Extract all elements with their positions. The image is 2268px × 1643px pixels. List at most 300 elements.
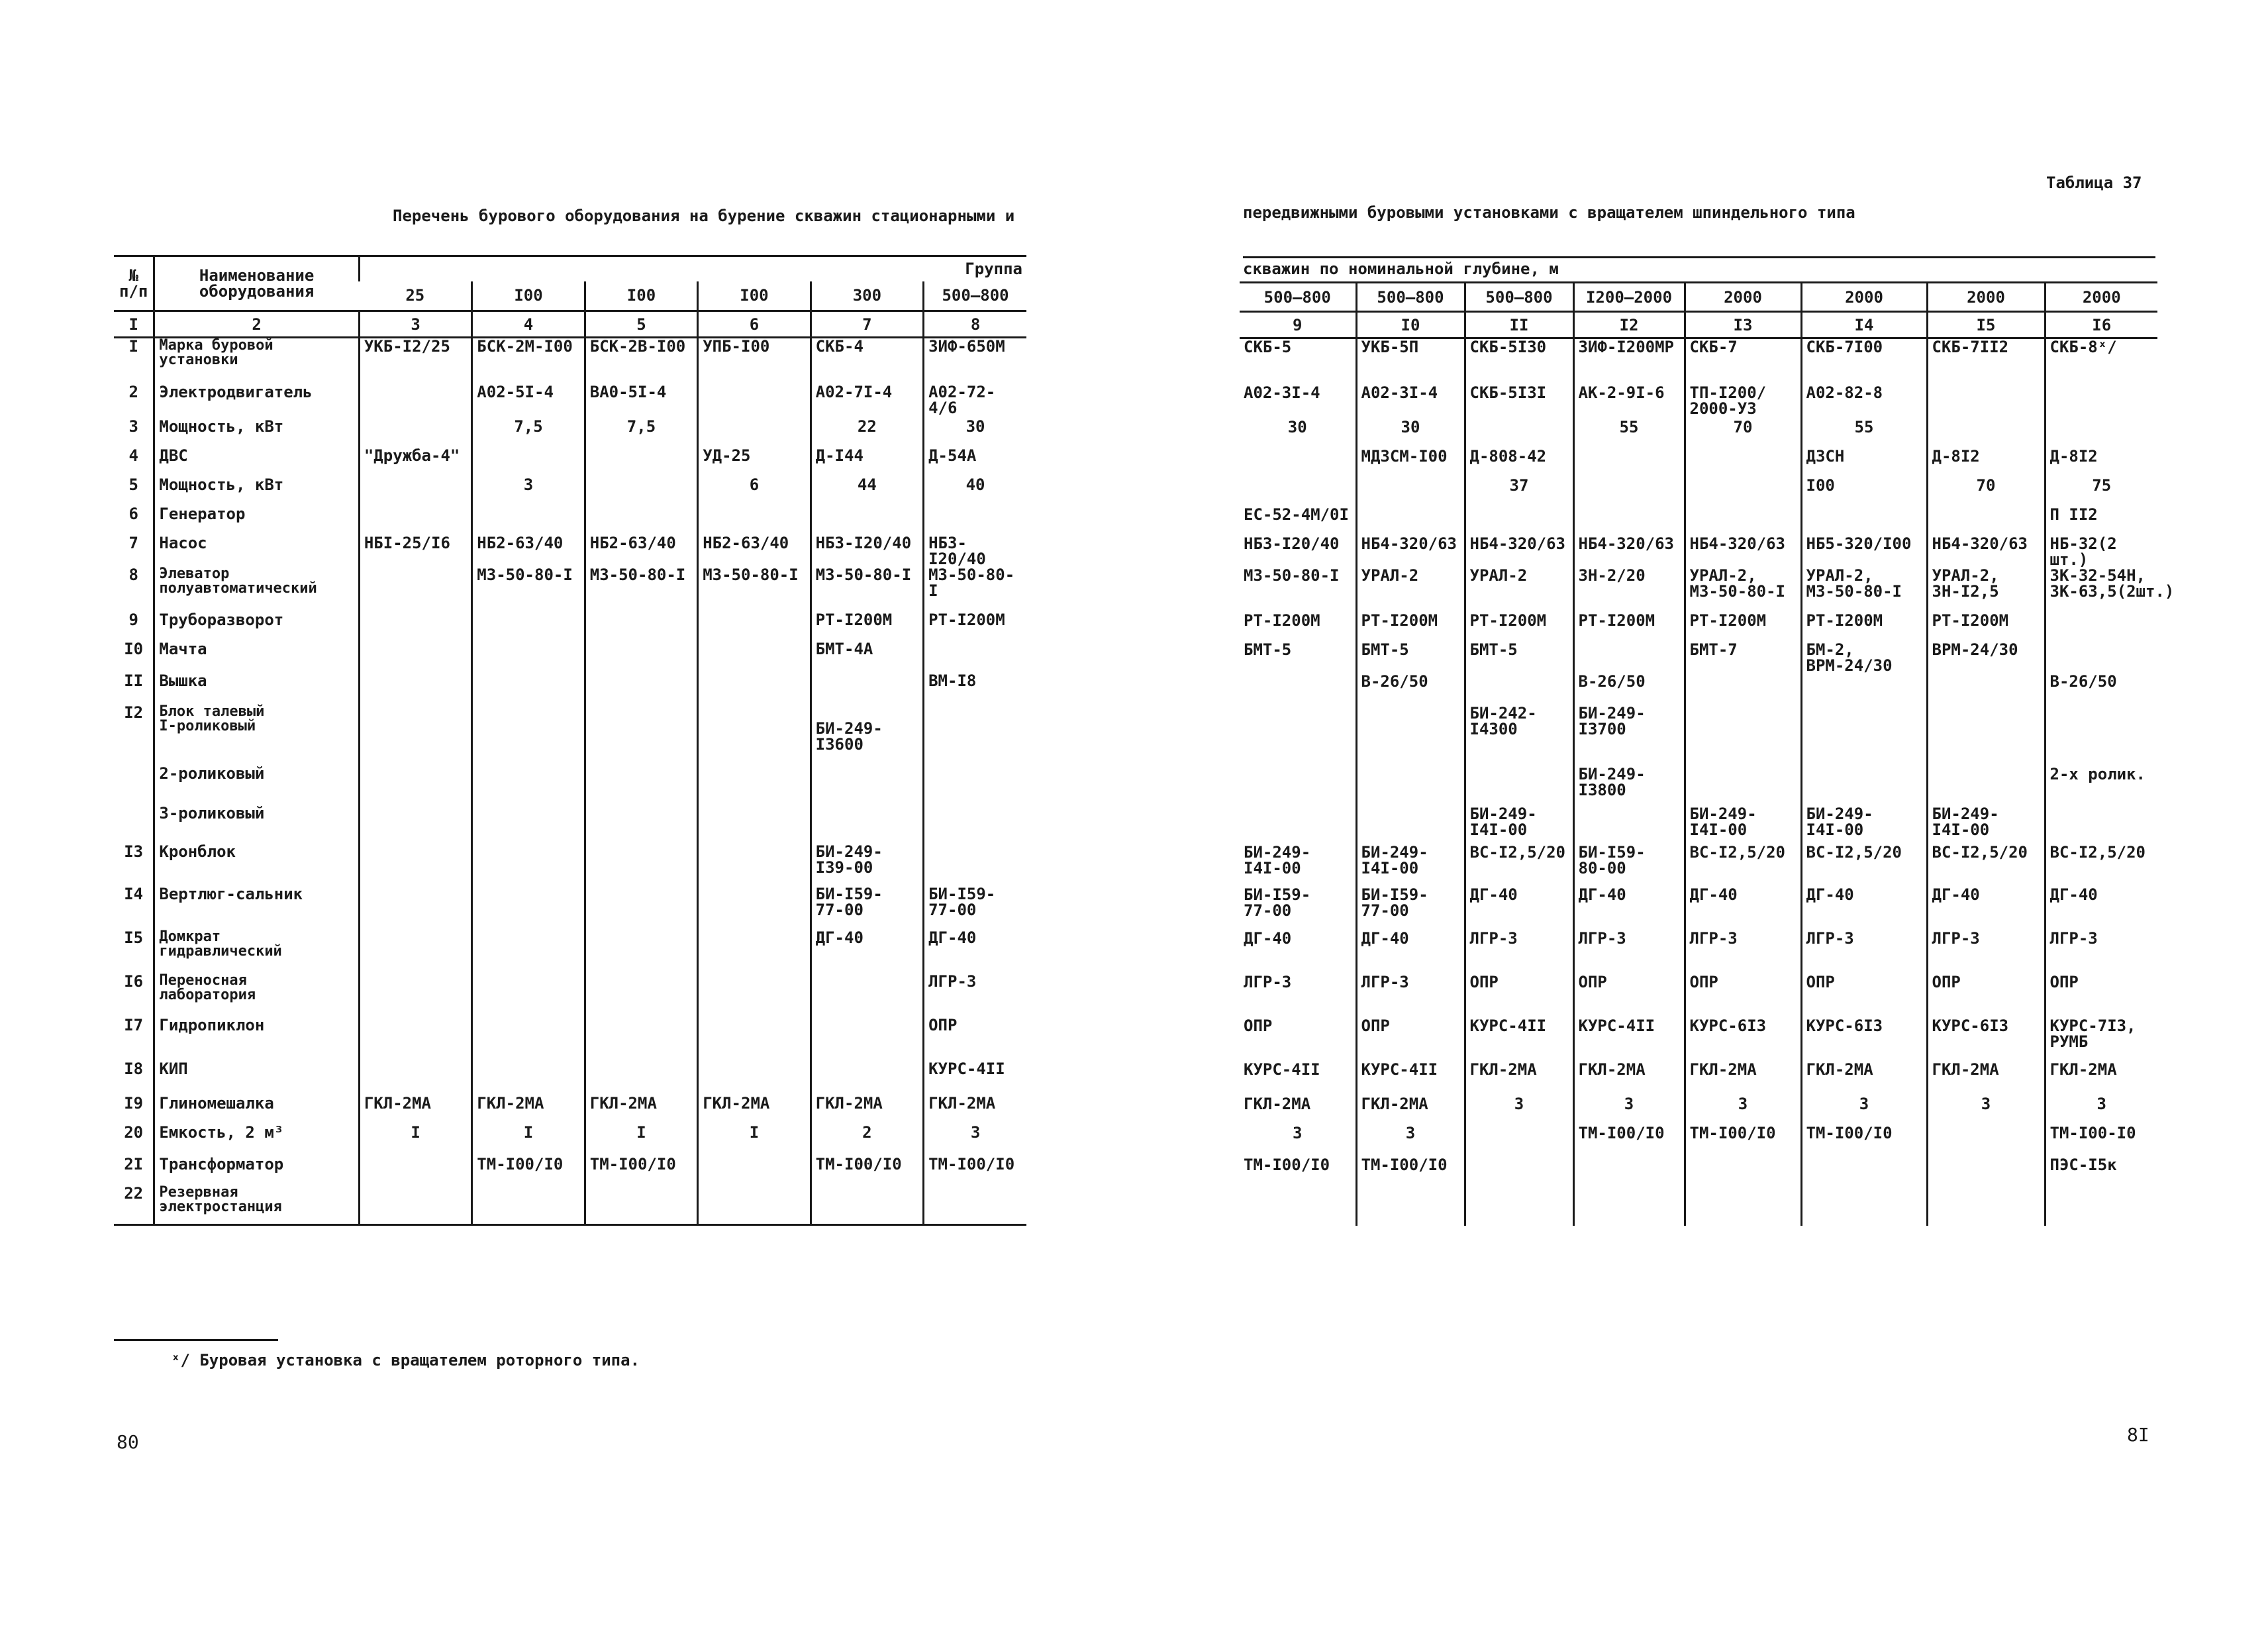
depth-cell: 2000 — [2045, 283, 2157, 312]
equipment-name-cell: Гидропиклон — [154, 1017, 359, 1061]
value-cell — [1927, 419, 2045, 448]
value-cell — [924, 506, 1026, 535]
right-equipment-table — [1240, 281, 2175, 1226]
table-row — [1240, 1062, 2157, 1096]
table-row — [1240, 568, 2157, 613]
table-row — [1240, 930, 2157, 974]
table-row — [114, 1017, 1026, 1061]
value-cell — [1573, 642, 1685, 673]
value-cell: БМТ-5 — [1356, 642, 1465, 673]
value-cell — [811, 673, 923, 705]
equipment-name-cell: Переносная лаборатория — [154, 973, 359, 1017]
value-cell: 70 — [1927, 477, 2045, 507]
group-header: Группа — [359, 256, 1026, 281]
value-cell: 3 — [1293, 1123, 1303, 1142]
value-cell: СКБ-7II2 — [1927, 338, 2045, 385]
row-number-cell: I5 — [124, 928, 144, 947]
value-cell — [585, 1061, 697, 1095]
value-cell — [472, 641, 585, 673]
value-cell: БИ-249- I4I-00 — [1465, 806, 1573, 844]
value-cell — [1240, 806, 1356, 844]
value-cell: РТ-I200М — [1465, 613, 1573, 642]
equipment-name-cell: Труборазворот — [154, 612, 359, 641]
value-cell: ДГ-40 — [1465, 887, 1573, 930]
value-cell: Д-I44 — [811, 448, 923, 477]
value-cell — [359, 567, 471, 612]
value-cell — [924, 705, 1026, 766]
table-row — [114, 612, 1026, 641]
value-cell: ДГ-40 — [1573, 887, 1685, 930]
column-number-cell: I4 — [1801, 312, 1927, 338]
value-cell — [359, 641, 471, 673]
value-cell: I — [359, 1124, 471, 1156]
value-cell — [585, 673, 697, 705]
value-cell — [472, 930, 585, 973]
value-cell: А02-5I-4 — [472, 384, 585, 419]
value-cell: 2-х ролик. — [2045, 766, 2157, 806]
value-cell — [1801, 705, 1927, 766]
row-number-cell: 8 — [128, 565, 138, 584]
value-cell — [359, 844, 471, 886]
value-cell: БИ-I59- 77-00 — [811, 886, 923, 930]
value-cell: НБ4-320/63 — [1356, 536, 1465, 568]
table-row — [114, 1185, 1026, 1225]
value-cell — [472, 705, 585, 766]
value-cell — [1240, 448, 1356, 477]
value-cell: БИ-249- I4I-00 — [1801, 806, 1927, 844]
row-number-cell: I3 — [124, 842, 144, 861]
row-number-cell: 5 — [128, 475, 138, 494]
value-cell: НБI-25/I6 — [359, 535, 471, 567]
column-number-cell: I5 — [1927, 312, 2045, 338]
value-cell: ДГ-40 — [811, 930, 923, 973]
value-cell — [585, 641, 697, 673]
column-number-cell: I0 — [1356, 312, 1465, 338]
value-cell: ЕС-52-4М/0I — [1244, 505, 1349, 524]
value-cell — [472, 886, 585, 930]
value-cell: 6 — [698, 477, 811, 506]
value-cell — [811, 805, 923, 844]
equipment-name-cell: Электродвигатель — [154, 384, 359, 419]
value-cell — [585, 477, 697, 506]
column-number-cell: II — [1465, 312, 1573, 338]
value-cell: 40 — [924, 477, 1026, 506]
value-cell — [1927, 1125, 2045, 1157]
value-cell: ТМ-I00/I0 — [1244, 1155, 1330, 1174]
table-row — [1240, 887, 2157, 930]
value-cell: РТ-I200М — [924, 612, 1026, 641]
value-cell: 55 — [1801, 419, 1927, 448]
value-cell: ЗН-2/20 — [1573, 568, 1685, 613]
table-row — [114, 1095, 1026, 1124]
group-depth-cell: 25 — [405, 286, 425, 305]
value-cell — [1465, 1157, 1573, 1186]
value-cell — [1685, 448, 1801, 477]
value-cell — [359, 886, 471, 930]
value-cell — [1927, 673, 2045, 705]
equipment-name-cell: Резервная электростанция — [154, 1185, 359, 1225]
value-cell — [359, 766, 471, 805]
table-row — [1240, 766, 2157, 806]
value-cell — [585, 805, 697, 844]
table-row — [1240, 1125, 2157, 1157]
value-cell: ЛГР-3 — [1927, 930, 2045, 974]
value-cell — [1356, 1186, 1465, 1226]
value-cell: УПБ-I00 — [698, 338, 811, 384]
value-cell: ГКЛ-2МА — [1801, 1062, 1927, 1096]
table-row — [114, 886, 1026, 930]
value-cell — [1573, 1186, 1685, 1226]
value-cell: ДГ-40 — [1801, 887, 1927, 930]
value-cell: 44 — [811, 477, 923, 506]
column-number-cell: 5 — [585, 311, 697, 338]
table-row — [1240, 613, 2157, 642]
value-cell: I — [472, 1124, 585, 1156]
value-cell — [1685, 1157, 1801, 1186]
value-cell: 30 — [1287, 417, 1307, 436]
value-cell: БИ-I59- 77-00 — [924, 886, 1026, 930]
value-cell: ОПР — [1356, 1018, 1465, 1062]
value-cell — [1240, 477, 1356, 507]
value-cell — [472, 506, 585, 535]
value-cell: ТМ-I00/I0 — [811, 1156, 923, 1185]
table-row — [114, 766, 1026, 805]
value-cell: ДГ-40 — [1685, 887, 1801, 930]
value-cell: ГКЛ-2МА — [1927, 1062, 2045, 1096]
value-cell — [359, 1061, 471, 1095]
table-row — [114, 535, 1026, 567]
value-cell — [1685, 705, 1801, 766]
table-row — [114, 641, 1026, 673]
value-cell: ОПР — [1927, 974, 2045, 1018]
equipment-name-cell: ДВС — [154, 448, 359, 477]
page-number-right: 8I — [2127, 1424, 2149, 1446]
value-cell — [2045, 613, 2157, 642]
value-cell: УРАЛ-2, МЗ-50-80-I — [1685, 568, 1801, 613]
row-number-cell: I — [128, 337, 138, 356]
value-cell: I — [698, 1124, 811, 1156]
value-cell — [472, 844, 585, 886]
value-cell: ОПР — [1801, 974, 1927, 1018]
column-number-cell: 3 — [359, 311, 471, 338]
footnote: ˣ/ Буровая установка с вращателем роторного типа. — [171, 1351, 640, 1369]
value-cell: БМТ-5 — [1465, 642, 1573, 673]
value-cell — [1927, 507, 2045, 536]
value-cell: РТ-I200М — [811, 612, 923, 641]
column-number-cell: I6 — [2045, 312, 2157, 338]
value-cell: ГКЛ-2МА — [359, 1095, 471, 1124]
value-cell — [359, 1185, 471, 1225]
value-cell: 3 — [2045, 1096, 2157, 1125]
value-cell — [1356, 766, 1465, 806]
value-cell: ТМ-I00/I0 — [1573, 1125, 1685, 1157]
column-number-cell: I — [114, 311, 154, 338]
value-cell: СКБ-4 — [811, 338, 923, 384]
value-cell: 3 — [472, 477, 585, 506]
value-cell: ОПР — [1685, 974, 1801, 1018]
table-row — [1240, 673, 2157, 705]
value-cell: ЛГР-3 — [1573, 930, 1685, 974]
value-cell: ГКЛ-2МА — [472, 1095, 585, 1124]
value-cell — [472, 448, 585, 477]
value-cell — [698, 705, 811, 766]
value-cell — [811, 973, 923, 1017]
value-cell: ВРМ-24/30 — [1927, 642, 2045, 673]
value-cell — [924, 1185, 1026, 1225]
value-cell — [698, 641, 811, 673]
table-row — [114, 448, 1026, 477]
value-cell — [1356, 806, 1465, 844]
value-cell: РТ-I200М — [1573, 613, 1685, 642]
value-cell: БИ-I59- 77-00 — [1356, 887, 1465, 930]
row-number-cell — [114, 805, 154, 844]
value-cell — [698, 930, 811, 973]
table-row — [114, 1124, 1026, 1156]
group-depth-cell: I00 — [472, 281, 585, 311]
value-cell — [585, 844, 697, 886]
column-number-cell: 2 — [154, 311, 359, 338]
value-cell: ЛГР-3 — [1801, 930, 1927, 974]
value-cell — [811, 1061, 923, 1095]
value-cell: МЗ-50-80-I — [585, 567, 697, 612]
column-number-cell: 6 — [698, 311, 811, 338]
value-cell — [472, 973, 585, 1017]
value-cell — [1685, 1186, 1801, 1226]
value-cell — [811, 506, 923, 535]
depth-cell: 2000 — [1801, 283, 1927, 312]
value-cell: УД-25 — [698, 448, 811, 477]
value-cell — [698, 673, 811, 705]
value-cell — [698, 886, 811, 930]
table-row — [1240, 536, 2157, 568]
value-cell: СКБ-8ˣ/ — [2045, 338, 2157, 385]
row-number-cell: 22 — [114, 1185, 154, 1225]
value-cell: СКБ-7I00 — [1801, 338, 1927, 385]
value-cell — [1927, 766, 2045, 806]
value-cell — [359, 506, 471, 535]
value-cell: ОПР — [924, 1017, 1026, 1061]
footnote-rule — [114, 1339, 278, 1341]
value-cell — [2045, 419, 2157, 448]
group-depth-cell: I00 — [585, 281, 697, 311]
value-cell — [698, 1061, 811, 1095]
equipment-name-cell: Мощность, кВт — [154, 419, 359, 448]
value-cell: БСК-2В-I00 — [585, 338, 697, 384]
value-cell — [585, 973, 697, 1017]
value-cell — [1465, 673, 1573, 705]
value-cell — [2045, 806, 2157, 844]
value-cell: БИ-242- I4300 — [1465, 705, 1573, 766]
value-cell: МЗ-50-80-I — [472, 567, 585, 612]
value-cell: ЗИФ-650М — [924, 338, 1026, 384]
value-cell: В-26/50 — [1573, 673, 1685, 705]
row-number-cell: I7 — [124, 1015, 144, 1034]
depth-cell: 500–800 — [1240, 283, 1356, 312]
row-number-cell: 2I — [124, 1154, 144, 1173]
value-cell — [472, 612, 585, 641]
value-cell: ДГ-40 — [1244, 928, 1292, 948]
equipment-name-cell: Блок талевый I-роликовый — [154, 705, 359, 766]
value-cell: КУРС-4II — [1465, 1018, 1573, 1062]
value-cell — [698, 419, 811, 448]
depth-cell: 2000 — [1685, 283, 1801, 312]
value-cell: ВС-I2,5/20 — [2045, 844, 2157, 887]
value-cell — [924, 641, 1026, 673]
table-row — [114, 477, 1026, 506]
value-cell — [1801, 673, 1927, 705]
value-cell — [359, 673, 471, 705]
table-row — [114, 1061, 1026, 1095]
row-number-cell: II — [124, 671, 144, 690]
table-row — [1240, 507, 2157, 536]
col-name-header: Наименование оборудования — [154, 256, 359, 311]
row-number-cell: I4 — [124, 884, 144, 903]
value-cell: 3 — [1356, 1125, 1465, 1157]
value-cell: А02-3I-4 — [1244, 383, 1320, 402]
value-cell: СКБ-5I3I — [1465, 385, 1573, 419]
value-cell — [811, 1185, 923, 1225]
table-row — [114, 419, 1026, 448]
value-cell — [698, 506, 811, 535]
row-number-cell — [114, 766, 154, 805]
value-cell: СКБ-5 — [1244, 338, 1292, 356]
table-row — [114, 705, 1026, 766]
left-equipment-table — [114, 255, 1026, 1226]
value-cell: НБ5-320/I00 — [1801, 536, 1927, 568]
value-cell: БМТ-4А — [811, 641, 923, 673]
equipment-name-cell: Мачта — [154, 641, 359, 673]
table-row — [1240, 1096, 2157, 1125]
table-row — [114, 1156, 1026, 1185]
value-cell: ГКЛ-2МА — [811, 1095, 923, 1124]
equipment-name-cell: Мощность, кВт — [154, 477, 359, 506]
left-caption: Перечень бурового оборудования на бурение скважин стационарными и — [393, 207, 1015, 225]
row-number-cell: I2 — [124, 703, 144, 722]
value-cell: ЛГР-3 — [924, 973, 1026, 1017]
row-number-cell: 6 — [128, 504, 138, 523]
value-cell — [1465, 766, 1573, 806]
value-cell: 75 — [2045, 477, 2157, 507]
value-cell: НБ2-63/40 — [472, 535, 585, 567]
value-cell: I — [585, 1124, 697, 1156]
table-row — [114, 973, 1026, 1017]
value-cell: ОПР — [2045, 974, 2157, 1018]
equipment-name-cell: Вышка — [154, 673, 359, 705]
value-cell: ТМ-I00/I0 — [1685, 1125, 1801, 1157]
value-cell — [1927, 1157, 2045, 1186]
value-cell — [1801, 1157, 1927, 1186]
depth-cell: 500–800 — [1356, 283, 1465, 312]
value-cell — [1240, 673, 1356, 705]
value-cell — [1685, 477, 1801, 507]
value-cell — [359, 477, 471, 506]
value-cell: ЛГР-3 — [1465, 930, 1573, 974]
value-cell: КУРС-4II — [1573, 1018, 1685, 1062]
value-cell — [1573, 448, 1685, 477]
value-cell — [698, 1156, 811, 1185]
equipment-name-cell: Вертлюг-сальник — [154, 886, 359, 930]
value-cell: МЗ-50-80-I — [811, 567, 923, 612]
table-row — [114, 930, 1026, 973]
value-cell — [2045, 642, 2157, 673]
equipment-name-cell: Элеватор полуавтоматический — [154, 567, 359, 612]
value-cell: УРАЛ-2, МЗ-50-80-I — [1801, 568, 1927, 613]
value-cell: МЗ-50-80-I — [924, 567, 1026, 612]
value-cell — [1573, 806, 1685, 844]
value-cell: КУРС-6I3 — [1927, 1018, 2045, 1062]
value-cell: ОПР — [1573, 974, 1685, 1018]
value-cell: БИ-249- I3800 — [1573, 766, 1685, 806]
value-cell: ТМ-I00/I0 — [1356, 1157, 1465, 1186]
value-cell: 22 — [811, 419, 923, 448]
value-cell — [924, 766, 1026, 805]
value-cell: УРАЛ-2 — [1465, 568, 1573, 613]
value-cell: НБЗ-I20/40 — [811, 535, 923, 567]
equipment-name-cell: Глиномешалка — [154, 1095, 359, 1124]
value-cell: БИ-249- I4I-00 — [1685, 806, 1801, 844]
value-cell: ТМ-I00-I0 — [2045, 1125, 2157, 1157]
row-number-cell: I6 — [124, 971, 144, 991]
value-cell: РТ-I200М — [1356, 613, 1465, 642]
value-cell — [1927, 1186, 2045, 1226]
value-cell: ВМ-I8 — [924, 673, 1026, 705]
value-cell: ОПР — [1244, 1016, 1273, 1035]
value-cell: КУРС-6I3 — [1685, 1018, 1801, 1062]
value-cell: ГКЛ-2МА — [924, 1095, 1026, 1124]
value-cell: НБ2-63/40 — [698, 535, 811, 567]
column-number-cell: 4 — [472, 311, 585, 338]
table-row — [1240, 642, 2157, 673]
value-cell — [472, 1061, 585, 1095]
value-cell: 2 — [811, 1124, 923, 1156]
value-cell: ГКЛ-2МА — [585, 1095, 697, 1124]
value-cell: "Дружба-4" — [359, 448, 471, 477]
value-cell: УКБ-I2/25 — [359, 338, 471, 384]
value-cell — [1465, 507, 1573, 536]
equipment-name-cell: Насос — [154, 535, 359, 567]
equipment-name-cell: Домкрат гидравлический — [154, 930, 359, 973]
table-row — [114, 384, 1026, 419]
value-cell: КУРС-6I3 — [1801, 1018, 1927, 1062]
value-cell — [585, 448, 697, 477]
value-cell: Д-8I2 — [1927, 448, 2045, 477]
value-cell: А02-7I-4 — [811, 384, 923, 419]
value-cell: БИ-249- I3700 — [1573, 705, 1685, 766]
column-number-cell: 7 — [811, 311, 923, 338]
value-cell — [359, 1156, 471, 1185]
value-cell: БМ-2, ВРМ-24/30 — [1801, 642, 1927, 673]
value-cell — [359, 1017, 471, 1061]
value-cell: БИ-I59- 77-00 — [1244, 885, 1311, 920]
value-cell — [698, 973, 811, 1017]
value-cell — [698, 805, 811, 844]
value-cell — [1685, 766, 1801, 806]
value-cell: ГКЛ-2МА — [1356, 1096, 1465, 1125]
value-cell: НБ4-320/63 — [1685, 536, 1801, 568]
value-cell: ВС-I2,5/20 — [1465, 844, 1573, 887]
value-cell — [472, 1185, 585, 1225]
equipment-name-cell: Кронблок — [154, 844, 359, 886]
value-cell — [359, 805, 471, 844]
row-number-cell: I0 — [124, 639, 144, 658]
value-cell — [1927, 385, 2045, 419]
value-cell: ВС-I2,5/20 — [1685, 844, 1801, 887]
value-cell: ЛГР-3 — [1356, 974, 1465, 1018]
value-cell: 30 — [924, 419, 1026, 448]
row-number-cell: 9 — [128, 610, 138, 629]
depth-cell: 2000 — [1927, 283, 2045, 312]
value-cell — [2045, 1186, 2157, 1226]
